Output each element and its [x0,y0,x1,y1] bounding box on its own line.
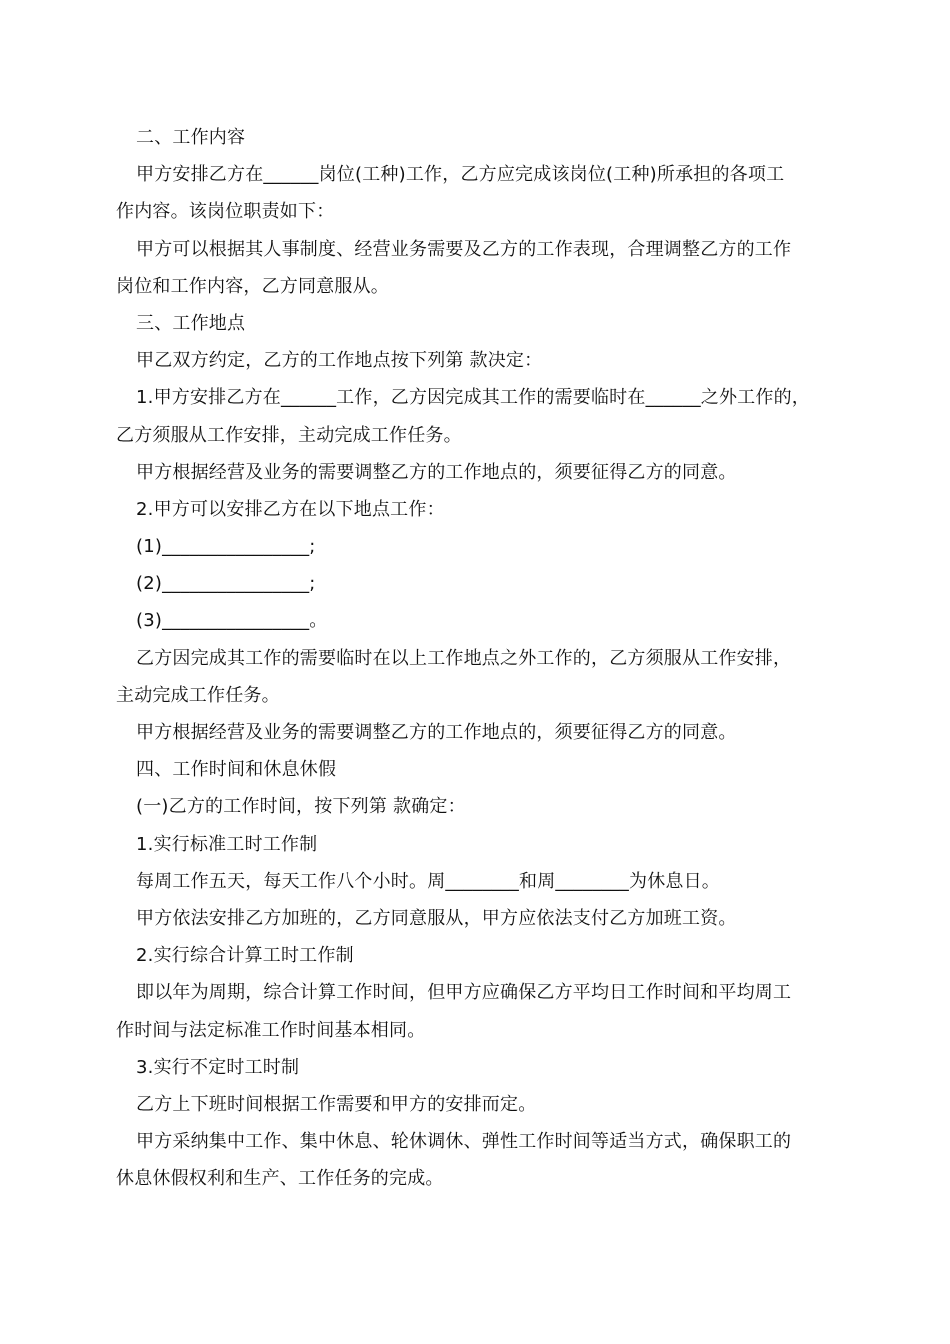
document-line: 乙方因完成其工作的需要临时在以上工作地点之外工作的，乙方须服从工作安排， [136,647,792,669]
document-line: 作内容。该岗位职责如下： [116,201,335,223]
document-line: 甲方依法安排乙方加班的，乙方同意服从，甲方应依法支付乙方加班工资。 [136,907,737,929]
document-line: 作时间与法定标准工作时间基本相同。 [116,1019,426,1041]
document-line: 1.甲方安排乙方在______工作，乙方因完成其工作的需要临时在______之外工作的， [136,387,810,409]
document-line: 甲方安排乙方在______岗位(工种)工作，乙方应完成该岗位(工种)所承担的各项工 [136,164,785,186]
document-line: 甲乙双方约定，乙方的工作地点按下列第 款决定： [136,350,543,372]
document-line: 乙方须服从工作安排，主动完成工作任务。 [116,424,462,446]
document-line: 即以年为周期，综合计算工作时间，但甲方应确保乙方平均日工作时间和平均周工 [136,982,792,1004]
document-line: 甲方采纳集中工作、集中休息、轮休调休、弹性工作时间等适当方式，确保职工的 [136,1131,792,1153]
document-line: 1.实行标准工时工作制 [136,833,318,855]
document-line: 三、工作地点 [136,312,246,334]
document-line: (2)________________; [136,573,316,595]
document-line: 乙方上下班时间根据工作需要和甲方的安排而定。 [136,1093,537,1115]
document-line: 每周工作五天，每天工作八个小时。周________和周________为休息日。 [136,870,720,892]
document-line: 四、工作时间和休息休假 [136,759,337,781]
document-body [116,119,840,1197]
document-line: (一)乙方的工作时间，按下列第 款确定： [136,796,466,818]
document-line: (1)________________; [136,536,316,558]
document-line: 甲方可以根据其人事制度、经营业务需要及乙方的工作表现，合理调整乙方的工作 [136,238,792,260]
document-line: 岗位和工作内容，乙方同意服从。 [116,275,389,297]
document-line: 2.甲方可以安排乙方在以下地点工作： [136,498,445,520]
document-line: (3)________________。 [136,610,328,632]
document-line: 休息休假权利和生产、工作任务的完成。 [116,1168,444,1190]
document-line: 2.实行综合计算工时工作制 [136,945,354,967]
document-line: 3.实行不定时工时制 [136,1056,300,1078]
document-line: 甲方根据经营及业务的需要调整乙方的工作地点的，须要征得乙方的同意。 [136,722,737,743]
document-line: 甲方根据经营及业务的需要调整乙方的工作地点的，须要征得乙方的同意。 [136,461,737,483]
document-line: 二、工作内容 [136,127,246,148]
document-line: 主动完成工作任务。 [116,684,280,706]
